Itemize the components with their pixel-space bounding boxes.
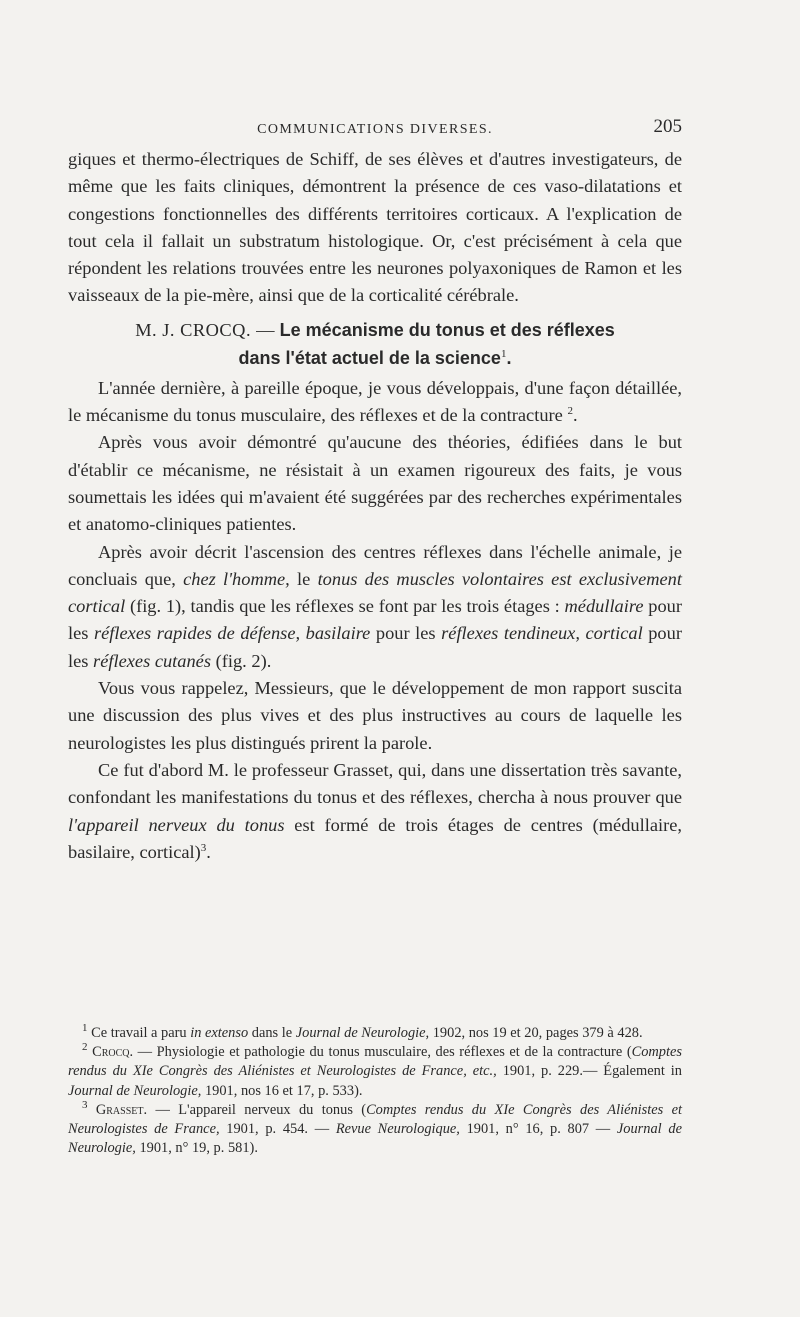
paragraph: Ce fut d'abord M. le professeur Grasset, qui, dans une dissertation très savante, confondant les manifestations du tonus et des réflexes, chercha à nous prouver que l'appareil nerveux du tonus est formé de trois étages de centres (médullaire, basilaire, cortical)$^3$. — [68, 759, 682, 862]
paragraph: Après avoir décrit l'ascension des centres réflexes dans l'échelle animale, je concluais que, chez l'homme, le tonus des muscles volontaires est exclusivement cortical (fig. 1), tandis que les réflexes se font par les trois étages : médullaire pour les réflexes rapides de défense, basilaire pour les réflexes tendineux, cortical pour les réflexes cutanés (fig. 2). — [68, 541, 682, 671]
page-header — [68, 116, 682, 146]
footnote-2: $^2$ Crocq. — Physiologie et pathologie du tonus musculaire, des réflexes et de la contracture (Comptes rendus du XIe Congrès des Aliénistes et Neurologistes de France, etc., 1901, p. 229.— Également in Journal de Neurologie, 1901, nos 16 et 17, p. 533). — [68, 1041, 682, 1099]
footnote-3: $^3$ Grasset. — L'appareil nerveux du tonus (Comptes rendus du XIe Congrès des Aliénistes et Neurologistes de France, 1901, p. 454. — Revue Neurologique, 1901, n° 16, p. 807 — Journal de Neurologie, 1901, n° 19, p. 581). — [68, 1099, 682, 1157]
opening-paragraph: giques et thermo-électriques de Schiff, de ses élèves et d'autres investigateurs, de même que les faits cliniques, démontrent la présence de ces vaso-dilatations et congestions fonctionnelles des différents territoires corticaux. A l'explication de tout cela il fallait un substratum histologique. Or, c'est précisément à cela que répondent les relations trouvées entre les neurones polyaxoniques de Ramon et les vaisseaux de la pie-mère, ainsi que de la corticalité cérébrale. — [68, 149, 682, 306]
footnote-1: $^1$ Ce travail a paru in extenso dans le Journal de Neurologie, 1902, nos 19 et 20, pages 379 à 428. — [82, 1022, 643, 1041]
running-head: COMMUNICATIONS DIVERSES. — [257, 122, 493, 137]
section-heading: M. J. CROCQ. — Le mécanisme du tonus et des réflexes dans l'état actuel de la science$^1$. — [135, 319, 615, 368]
body-text — [68, 146, 682, 866]
footnotes — [68, 1024, 682, 1158]
section-title-line2: dans l'état actuel de la science — [238, 347, 501, 368]
paragraph: Après vous avoir démontré qu'aucune des théories, édifiées dans le but d'établir ce mécanisme, ne résistait à un examen rigoureux des faits, je vous soumettais les idées qui m'avaient été suggérées par des recherches expérimentales et anatomo-cliniques patientes. — [68, 432, 682, 535]
section-author: M. J. CROCQ. — — [135, 319, 276, 340]
footnote-ref: 2 — [567, 404, 573, 417]
paragraph: Vous vous rappelez, Messieurs, que le développement de mon rapport suscita une discussion des plus vives et des plus instructives au cours de laquelle les neurologistes les plus distingués prirent la parole. — [68, 678, 682, 753]
paragraph: L'année dernière, à pareille époque, je vous développais, d'une façon détaillée, le mécanisme du tonus musculaire, des réflexes et de la contracture $^2$. — [68, 377, 682, 426]
footnote-ref: 3 — [200, 841, 207, 854]
section-title-line1: Le mécanisme du tonus et des réflexes — [279, 319, 615, 340]
footnote-ref: 1 — [500, 347, 507, 360]
page-number: 205 — [653, 116, 682, 137]
